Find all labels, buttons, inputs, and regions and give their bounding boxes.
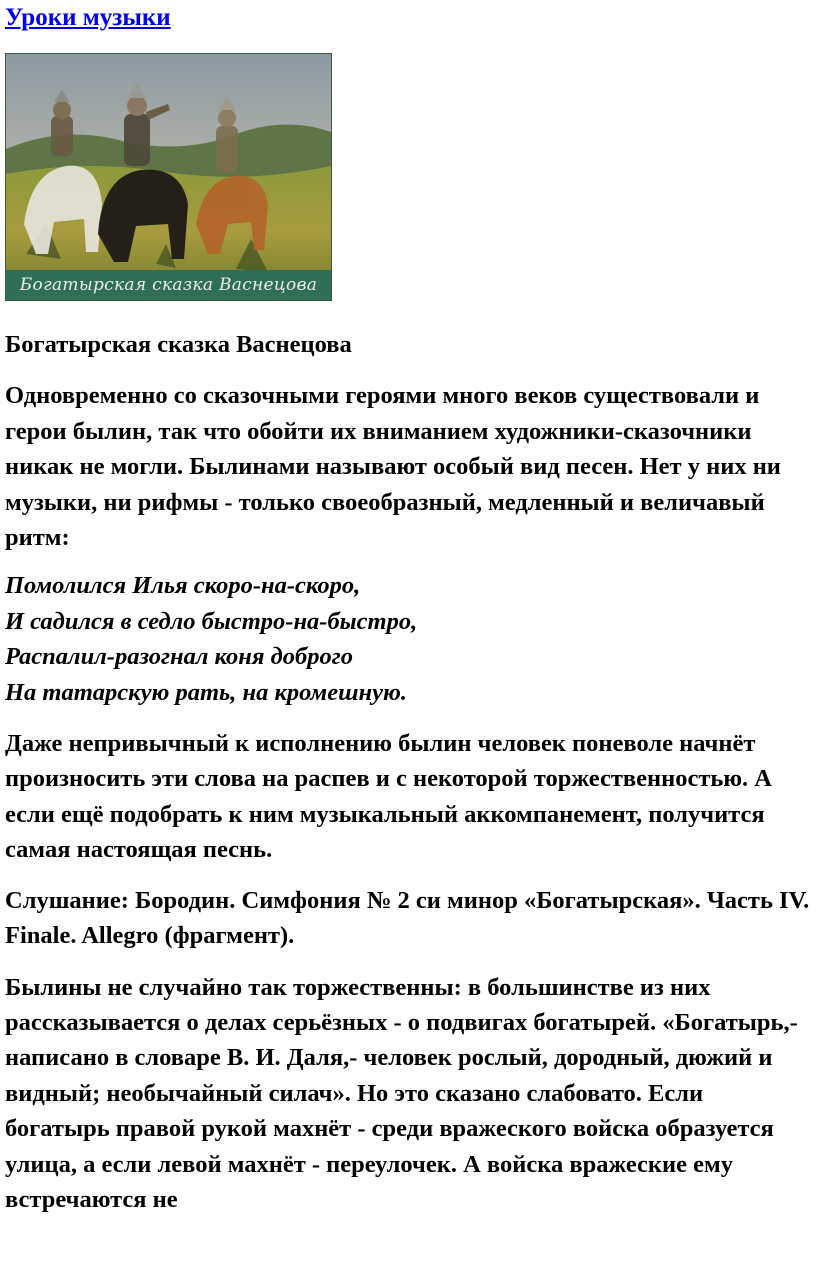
listening-paragraph: Слушание: Бородин. Симфония № 2 си минор «Богатырская». Часть IV. Finale. Allegro (фрагмент). (5, 886, 810, 950)
section-title: Богатырская сказка Васнецова (5, 331, 352, 358)
verse-line: Помолился Илья скоро-на-скоро, (5, 572, 361, 600)
verse-line: На татарскую рать, на кромешную. (5, 678, 407, 706)
bogatyr-paragraph: Былины не случайно так торжественны: в большинстве из них рассказывается о делах серьёзных - о подвигах богатырей. «Богатырь,- написано в словаре В. И. Даля,- человек рослый, дородный, дюжий и видный; необычайный силач». Но это сказано слабовато. Если богатырь правой рукой махнёт - среди вражеского войска образуется улица, а если левой махнёт - переулочек. А войска вражеские ему встречаются не (5, 973, 798, 1213)
verse-line: Распалил-разогнал коня доброго (5, 643, 354, 671)
verse-line: И садился в седло быстро-на-быстро, (5, 607, 418, 635)
painting-caption-band (6, 270, 331, 300)
painting-three-bogatyrs-image (5, 53, 332, 301)
document-page (5, 0, 811, 1217)
painting-scene (6, 54, 331, 300)
painting-caption: Богатырская сказка Васнецова (19, 275, 318, 295)
bylina-verse (5, 568, 811, 710)
recitation-paragraph: Даже непривычный к исполнению былин человек поневоле начнёт произносить эти слова на распев и с некоторой торжественностью. А если ещё подобрать к ним музыкальный аккомпанемент, получится самая настоящая песнь. (5, 730, 773, 864)
intro-paragraph: Одновременно со сказочными героями много веков существовали и герои былин, так что обойти их вниманием художники-сказочники никак не могли. Былинами называют особый вид песен. Нет у них ни музыки, ни рифмы - только своеобразный, медленный и величавый ритм: (5, 382, 781, 552)
music-lessons-link[interactable]: Уроки музыки (5, 4, 171, 31)
